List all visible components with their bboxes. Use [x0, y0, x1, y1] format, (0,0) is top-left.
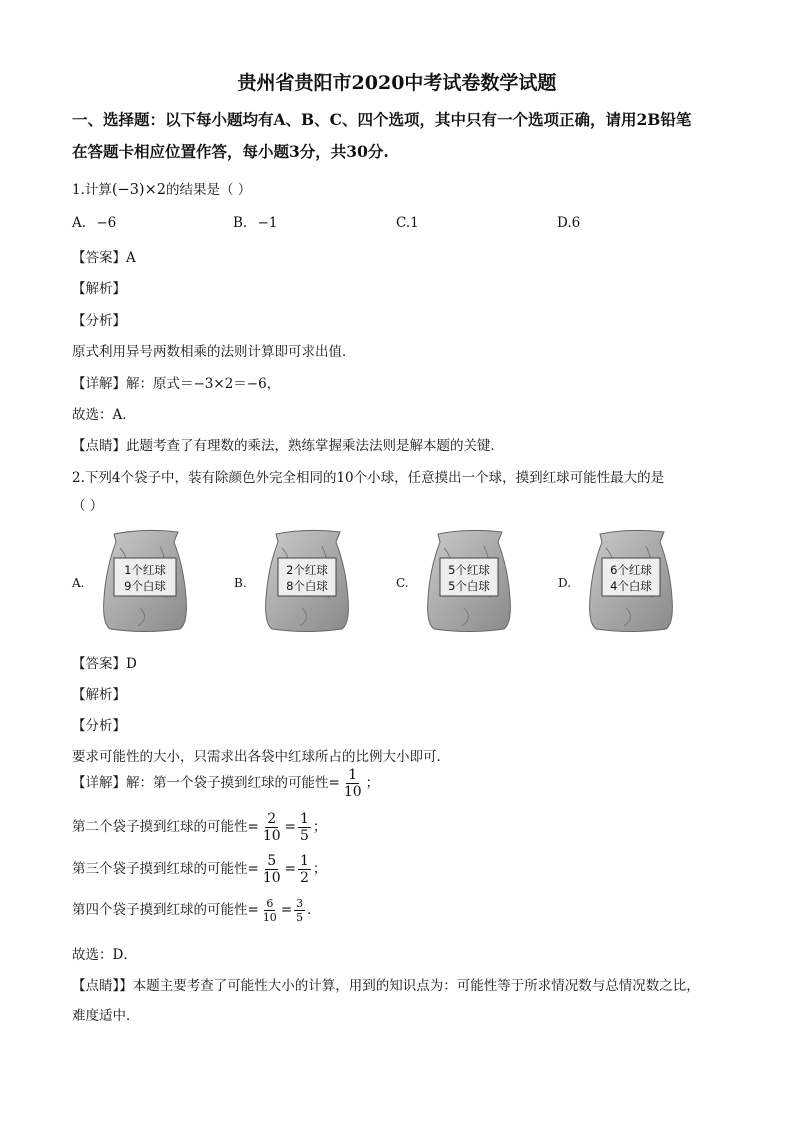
denominator: 5 [296, 911, 304, 924]
bag-b-image [262, 528, 352, 633]
section-heading-line2: 在答题卡相应位置作答，每小题3分，共30分. [72, 142, 389, 161]
bag-b-white-label: 8个白球 [286, 579, 328, 593]
q1-option-d [557, 215, 580, 231]
q1-suffix: 的结果是（ ） [165, 182, 252, 198]
bag-c-letter: C. [396, 576, 409, 590]
semicolon: ； [312, 819, 327, 835]
fraction [261, 812, 283, 843]
q1-prefix: 1.计算 [72, 182, 112, 198]
q1-dianjing: 【点睛】此题考查了有理数的乘法，熟练掌握乘法法则是解本题的关键． [72, 438, 504, 454]
bag-c-image [424, 528, 514, 633]
xiangjie-prefix: 【详解】解：第一个袋子摸到红球的可能性= [72, 775, 340, 791]
q1-guxuan: 故选：A． [72, 407, 136, 423]
option-value: 6 [571, 215, 581, 231]
option-letter: D. [557, 215, 572, 231]
option-letter: C. [396, 215, 411, 231]
fraction [298, 812, 311, 843]
q1-option-c [396, 215, 419, 231]
fraction [261, 898, 279, 923]
denominator: 10 [343, 784, 362, 800]
line-prefix: 第三个袋子摸到红球的可能性= [72, 861, 259, 877]
numerator: 5 [267, 853, 277, 869]
q2-xiangjie-line1 [72, 768, 379, 799]
q1-expression: (−3)×2 [111, 182, 166, 198]
q2-dianjing-line2: 难度适中． [72, 1008, 140, 1024]
equals-sign: = [280, 902, 293, 918]
numerator: 2 [267, 811, 277, 827]
period: ． [307, 902, 321, 918]
q2-fenxi: 【分析】 [72, 718, 126, 734]
numerator: 1 [299, 853, 309, 869]
equals-sign: = [284, 861, 296, 877]
denominator: 2 [299, 870, 309, 886]
q1-jiexi: 【解析】 [72, 281, 126, 297]
option-value: 1 [410, 215, 419, 231]
fraction [261, 854, 283, 885]
denominator: 5 [299, 828, 309, 844]
numerator: 3 [296, 897, 304, 910]
semicolon: ； [312, 861, 327, 877]
denominator: 10 [262, 911, 277, 924]
bag-c-white-label: 5个白球 [448, 579, 490, 593]
bag-d-white-label: 4个白球 [610, 579, 652, 593]
q2-dianjing-line1: 【点睛】】本题主要考查了可能性大小的计算，用到的知识点为：可能性等于所求情况数与总情况数之比， [72, 978, 700, 994]
q1-xiangjie: 【详解】解：原式＝−3×2＝−6， [72, 376, 281, 392]
bag-a-white-label: 9个白球 [124, 579, 166, 593]
option-letter: B. [233, 215, 248, 231]
q1-answer: 【答案】A [72, 250, 136, 266]
equals-sign: = [284, 819, 296, 835]
section-heading-line1: 一、选择题：以下每小题均有A、B、C、四个选项，其中只有一个选项正确，请用2B铅笔 [72, 110, 692, 129]
q1-stem [72, 178, 251, 198]
bag-c-red-label: 5个红球 [448, 563, 490, 577]
numerator: 6 [266, 897, 274, 910]
bag-b-letter: B. [234, 576, 247, 590]
bag-d-letter: D. [558, 576, 572, 590]
numerator: 1 [348, 767, 358, 783]
q1-option-b [233, 215, 277, 231]
q1-fenxi: 【分析】 [72, 313, 126, 329]
q2-answer: 【答案】D [72, 656, 137, 672]
fraction [298, 854, 311, 885]
denominator: 10 [262, 828, 281, 844]
semicolon: ； [365, 775, 380, 791]
option-value: −6 [96, 215, 117, 231]
q1-fenxi-text: 原式利用异号两数相乘的法则计算即可求出值． [72, 344, 356, 360]
bag-d-image [586, 528, 676, 633]
q2-fenxi-text: 要求可能性的大小，只需求出各袋中红球所占的比例大小即可． [72, 749, 450, 765]
denominator: 10 [262, 870, 281, 886]
q2-jiexi: 【解析】 [72, 687, 126, 703]
q2-xiangjie-line4 [72, 898, 321, 923]
fraction [294, 898, 305, 923]
q2-stem-line1: 2.下列4个袋子中，装有除颜色外完全相同的10个小球，任意摸出一个球，摸到红球可能性最大的是 [72, 470, 665, 486]
line-prefix: 第二个袋子摸到红球的可能性= [72, 819, 259, 835]
line-prefix: 第四个袋子摸到红球的可能性= [72, 902, 259, 918]
bag-b-red-label: 2个红球 [286, 563, 328, 577]
page-title: 贵州省贵阳市2020中考试卷数学试题 [237, 72, 557, 94]
bag-d-red-label: 6个红球 [610, 563, 652, 577]
option-value: −1 [257, 215, 278, 231]
numerator: 1 [299, 811, 309, 827]
q2-xiangjie-line3 [72, 854, 326, 885]
q1-option-a [72, 215, 116, 231]
q2-guxuan: 故选：D． [72, 947, 137, 963]
fraction [342, 768, 364, 799]
bag-a-image [100, 528, 190, 633]
option-letter: A. [72, 215, 87, 231]
q2-stem-line2: （ ） [72, 498, 104, 514]
bag-a-red-label: 1个红球 [124, 563, 166, 577]
q2-xiangjie-line2 [72, 812, 326, 843]
bag-a-letter: A. [72, 576, 85, 590]
